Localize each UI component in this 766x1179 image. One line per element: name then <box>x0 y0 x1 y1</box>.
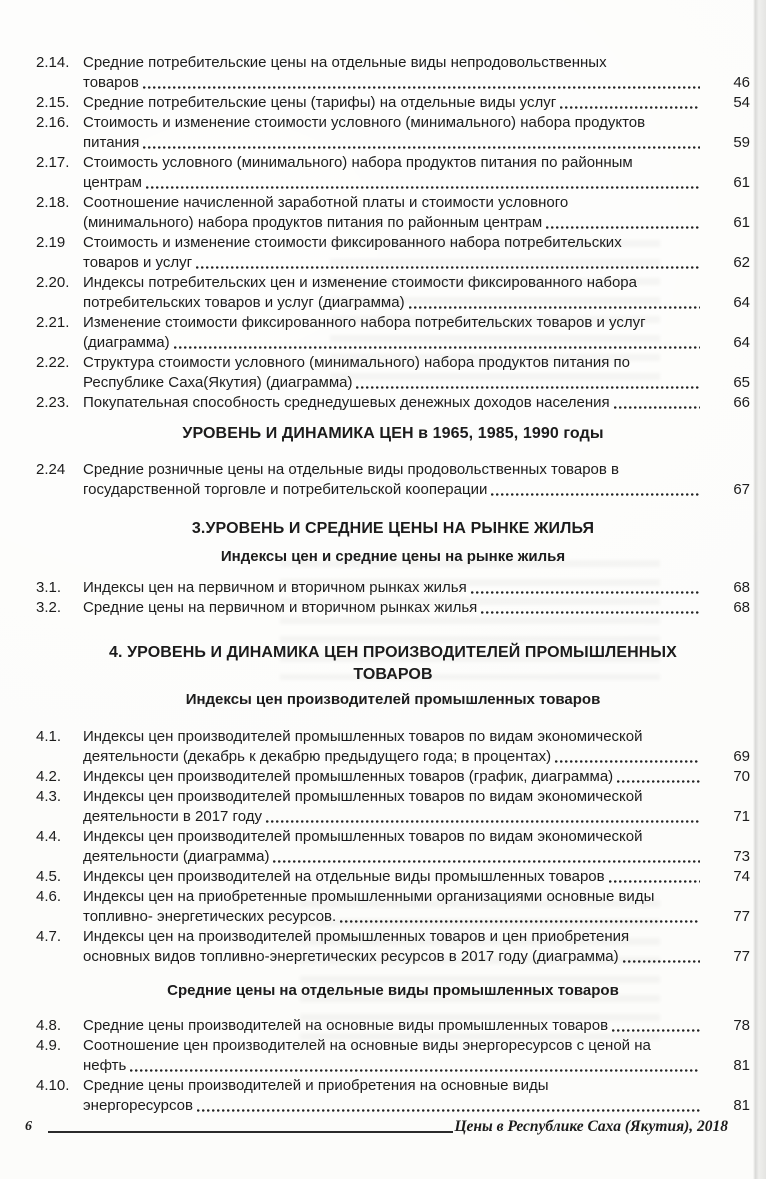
toc-entry-line: Соотношение начисленной заработной платы и стоимости условного <box>83 194 569 211</box>
toc-entry-last-line <box>83 947 702 967</box>
toc-entry-last-line <box>83 480 702 500</box>
toc-entry-page: 62 <box>733 254 750 271</box>
dot-leader <box>196 1096 702 1116</box>
toc-entry-last-line <box>83 1096 702 1116</box>
toc-entry <box>36 53 750 93</box>
toc-entry-page: 69 <box>733 748 750 765</box>
toc-entry-last-line <box>83 907 702 927</box>
dot-leader <box>339 907 702 927</box>
toc-entry-line: нефть <box>83 1057 127 1074</box>
toc-entry-line: центрам <box>83 174 142 191</box>
toc-entry-page: 77 <box>733 948 750 965</box>
toc-entry-line: Индексы цен производителей промышленных товаров (график, диаграмма) <box>83 768 614 785</box>
dot-leader <box>355 373 702 393</box>
footer-page-number: 6 <box>25 1119 32 1134</box>
toc-entry <box>36 353 750 393</box>
toc-entry-last-line <box>83 213 702 233</box>
toc-entry-page: 65 <box>733 374 750 391</box>
toc-entry-page: 64 <box>733 334 750 351</box>
toc-entry-number: 3.1. <box>36 579 62 596</box>
toc-entry-number: 2.14. <box>36 54 70 71</box>
toc-entry-line: Индексы цен производителей промышленных товаров по видам экономической <box>83 788 643 805</box>
toc-entry-line: Средние розничные цены на отдельные виды продовольственных товаров в <box>83 461 619 478</box>
toc-entry-title <box>83 767 702 787</box>
dot-leader <box>272 847 702 867</box>
toc-entry-title <box>83 1076 702 1116</box>
toc-entry-title <box>83 460 702 500</box>
toc-entry <box>36 393 750 413</box>
toc-section-entries <box>36 727 750 967</box>
toc-entry <box>36 193 750 233</box>
toc-entry-page: 67 <box>733 481 750 498</box>
toc-entry-last-line <box>83 73 702 93</box>
dot-leader <box>559 93 702 113</box>
dot-leader <box>490 480 702 500</box>
toc-entry-line: Соотношение цен производителей на основные виды энергоресурсов с ценой на <box>83 1037 651 1054</box>
toc-section-entries <box>36 53 750 413</box>
toc-entry-line: Индексы цен производителей промышленных товаров по видам экономической <box>83 728 643 745</box>
toc-entry <box>36 273 750 313</box>
toc-entry-number: 4.2. <box>36 768 62 785</box>
section-subheading: Средние цены на отдельные виды промышленных товаров <box>167 982 619 999</box>
toc-entry-title <box>83 1036 702 1076</box>
toc-entry-title <box>83 727 702 767</box>
toc-entry-last-line <box>83 1056 702 1076</box>
dot-leader <box>265 807 702 827</box>
toc-entry-title <box>83 887 702 927</box>
toc-entry-line: Средние цены производителей на основные виды промышленных товаров <box>83 1017 609 1034</box>
section-subheading: Индексы цен производителей промышленных товаров <box>185 691 601 708</box>
toc-entry-line: деятельности (диаграмма) <box>83 848 270 865</box>
toc-entry-line: Индексы цен производителей на отдельные виды промышленных товаров <box>83 868 605 885</box>
dot-leader <box>545 213 702 233</box>
toc-entry-page: 78 <box>733 1017 750 1034</box>
toc-entry <box>36 460 750 500</box>
toc-entry-line: (минимального) набора продуктов питания по районным центрам <box>83 214 543 231</box>
toc-entry-page: 77 <box>733 908 750 925</box>
toc-entry-line: Республике Саха(Якутия) (диаграмма) <box>83 374 353 391</box>
toc-entry <box>36 867 750 887</box>
toc-entry-line: Средние цены на первичном и вторичном рынках жилья <box>83 599 478 616</box>
toc-entry-line: товаров <box>83 74 139 91</box>
toc-entry-last-line <box>83 393 702 413</box>
toc-entry-line: Стоимость условного (минимального) набора продуктов питания по районным <box>83 154 633 171</box>
toc-entry-page: 81 <box>733 1097 750 1114</box>
toc-entry-line: Индексы цен на приобретенные промышленными организациями основные виды <box>83 888 655 905</box>
toc-entry <box>36 1076 750 1116</box>
section-heading: УРОВЕНЬ И ДИНАМИКА ЦЕН в 1965, 1985, 1990 годы <box>182 425 604 442</box>
toc-entry-number: 4.1. <box>36 728 62 745</box>
page-footer <box>25 1117 728 1136</box>
toc-entry-number: 4.9. <box>36 1037 62 1054</box>
toc-entry-line: Индексы цен на первичном и вторичном рынках жилья <box>83 579 467 596</box>
toc-entry-page: 73 <box>733 848 750 865</box>
toc-entry-line: потребительских товаров и услуг (диаграмма) <box>83 294 405 311</box>
toc-entry-line: деятельности (декабрь к декабрю предыдущего года; в процентах) <box>83 748 552 765</box>
dot-leader <box>142 73 702 93</box>
dot-leader <box>142 133 702 153</box>
toc-entry-line: Стоимость и изменение стоимости фиксированного набора потребительских <box>83 234 622 251</box>
dot-leader <box>622 947 702 967</box>
toc-entry-last-line <box>83 767 702 787</box>
toc-entry-line: Структура стоимости условного (минимального) набора продуктов питания по <box>83 354 631 371</box>
toc-entry <box>36 93 750 113</box>
toc-entry-title <box>83 273 702 313</box>
dot-leader <box>480 598 702 618</box>
toc-entry-title <box>83 787 702 827</box>
toc-entry <box>36 787 750 827</box>
toc-entry-number: 2.22. <box>36 354 70 371</box>
toc-entry-line: топливно- энергетических ресурсов. <box>83 908 337 925</box>
toc-entry-title <box>83 193 702 233</box>
toc-entry-page: 81 <box>733 1057 750 1074</box>
dot-leader <box>173 333 702 353</box>
toc-entry-number: 4.3. <box>36 788 62 805</box>
toc-entry-page: 54 <box>733 94 750 111</box>
toc-section-entries <box>36 578 750 618</box>
toc-entry-last-line <box>83 333 702 353</box>
toc-entry-line: государственной торговле и потребительской кооперации <box>83 481 488 498</box>
toc-entry-number: 4.10. <box>36 1077 70 1094</box>
toc-entry-page: 46 <box>733 74 750 91</box>
toc-entry-page: 61 <box>733 214 750 231</box>
toc-entry-line: Индексы цен на производителей промышленных товаров и цен приобретения <box>83 928 630 945</box>
toc-entry-title <box>83 313 702 353</box>
toc-entry <box>36 927 750 967</box>
toc-entry-page: 66 <box>733 394 750 411</box>
toc-entry <box>36 153 750 193</box>
footer-source: Цены в Республике Саха (Якутия), 2018 <box>454 1118 728 1135</box>
toc-entry-number: 2.23. <box>36 394 70 411</box>
toc-section-entries <box>36 1016 750 1116</box>
toc-entry-title <box>83 927 702 967</box>
toc-entry-page: 61 <box>733 174 750 191</box>
toc-entry-title <box>83 93 702 113</box>
toc-entry-number: 4.8. <box>36 1017 62 1034</box>
dot-leader <box>470 578 702 598</box>
toc-entry-number: 2.15. <box>36 94 70 111</box>
toc-entry-line: деятельности в 2017 году <box>83 808 262 825</box>
toc-entry-number: 4.4. <box>36 828 62 845</box>
toc-entry-number: 3.2. <box>36 599 62 616</box>
dot-leader <box>554 747 702 767</box>
toc-entry-number: 4.6. <box>36 888 62 905</box>
section-heading: 4. УРОВЕНЬ И ДИНАМИКА ЦЕН ПРОИЗВОДИТЕЛЕЙ ПРОМЫШЛЕННЫХ ТОВАРОВ <box>109 644 677 683</box>
toc-entry-line: Индексы потребительских цен и изменение стоимости фиксированного набора <box>83 274 637 291</box>
dot-leader <box>611 1016 702 1036</box>
toc-entry-title <box>83 598 702 618</box>
toc-entry-page: 71 <box>733 808 750 825</box>
toc-entry-line: основных видов топливно-энергетических ресурсов в 2017 году (диаграмма) <box>83 948 619 965</box>
footer-rule <box>48 1131 453 1133</box>
toc-entry-page: 74 <box>733 868 750 885</box>
toc-entry <box>36 887 750 927</box>
toc-entry-page: 59 <box>733 134 750 151</box>
toc-entry-title <box>83 1016 702 1036</box>
toc-entry-last-line <box>83 578 702 598</box>
toc-entry-last-line <box>83 173 702 193</box>
toc-entry-last-line <box>83 293 702 313</box>
toc-entry <box>36 767 750 787</box>
toc-entry-line: Стоимость и изменение стоимости условного (минимального) набора продуктов <box>83 114 646 131</box>
toc-entry-number: 4.7. <box>36 928 62 945</box>
toc-entry-number: 4.5. <box>36 868 62 885</box>
toc-entry-title <box>83 233 702 273</box>
section-subheading: Индексы цен и средние цены на рынке жилья <box>220 548 566 565</box>
section-heading: 3.УРОВЕНЬ И СРЕДНИЕ ЦЕНЫ НА РЫНКЕ ЖИЛЬЯ <box>191 520 595 537</box>
toc-entry-last-line <box>83 93 702 113</box>
toc-entry-page: 70 <box>733 768 750 785</box>
toc-entry-line: питания <box>83 134 140 151</box>
toc-entry-number: 2.20. <box>36 274 70 291</box>
toc-entry-line: Средние цены производителей и приобретения на основные виды <box>83 1077 549 1094</box>
toc-entry-number: 2.24 <box>36 461 66 478</box>
toc-entry-last-line <box>83 847 702 867</box>
toc-entry-page: 64 <box>733 294 750 311</box>
toc-entry-last-line <box>83 373 702 393</box>
toc-entry-number: 2.19 <box>36 234 66 251</box>
toc-entry <box>36 598 750 618</box>
dot-leader <box>608 867 702 887</box>
dot-leader <box>145 173 702 193</box>
toc-entry-line: Средние потребительские цены на отдельные виды непродовольственных <box>83 54 607 71</box>
toc-entry-line: энергоресурсов <box>83 1097 193 1114</box>
toc-entry <box>36 1036 750 1076</box>
toc-entry-title <box>83 867 702 887</box>
toc-entry-last-line <box>83 133 702 153</box>
toc-entry-page: 68 <box>733 599 750 616</box>
toc-entry-line: (диаграмма) <box>83 334 170 351</box>
dot-leader <box>195 253 702 273</box>
toc-entry-last-line <box>83 867 702 887</box>
toc-entry-title <box>83 153 702 193</box>
toc-entry-title <box>83 113 702 153</box>
toc-entry-page: 68 <box>733 579 750 596</box>
toc-entry <box>36 578 750 598</box>
toc-entry-title <box>83 353 702 393</box>
toc-entry-line: Изменение стоимости фиксированного набора потребительских товаров и услуг <box>83 314 646 331</box>
toc-entry-number: 2.16. <box>36 114 70 131</box>
toc-entry-line: товаров и услуг <box>83 254 193 271</box>
toc-entry-line: Средние потребительские цены (тарифы) на отдельные виды услуг <box>83 94 557 111</box>
toc-entry-title <box>83 393 702 413</box>
toc-entry-last-line <box>83 1016 702 1036</box>
toc-entry <box>36 233 750 273</box>
toc-entry <box>36 313 750 353</box>
toc-section-entries <box>36 460 750 500</box>
toc-entry <box>36 1016 750 1036</box>
toc-entry-title <box>83 53 702 93</box>
toc-entry-title <box>83 827 702 867</box>
toc-entry-last-line <box>83 598 702 618</box>
dot-leader <box>616 767 702 787</box>
toc-entry-line: Индексы цен производителей промышленных товаров по видам экономической <box>83 828 643 845</box>
dot-leader <box>129 1056 702 1076</box>
toc-entry-title <box>83 578 702 598</box>
toc-entry-last-line <box>83 807 702 827</box>
toc-entry-number: 2.17. <box>36 154 70 171</box>
toc-entry <box>36 727 750 767</box>
toc-entry <box>36 827 750 867</box>
dot-leader <box>613 393 702 413</box>
toc-entry <box>36 113 750 153</box>
toc-entry-number: 2.18. <box>36 194 70 211</box>
dot-leader <box>408 293 702 313</box>
toc-entry-number: 2.21. <box>36 314 70 331</box>
toc-entry-last-line <box>83 747 702 767</box>
toc-entry-last-line <box>83 253 702 273</box>
toc-entry-line: Покупательная способность среднедушевых денежных доходов населения <box>83 394 610 411</box>
